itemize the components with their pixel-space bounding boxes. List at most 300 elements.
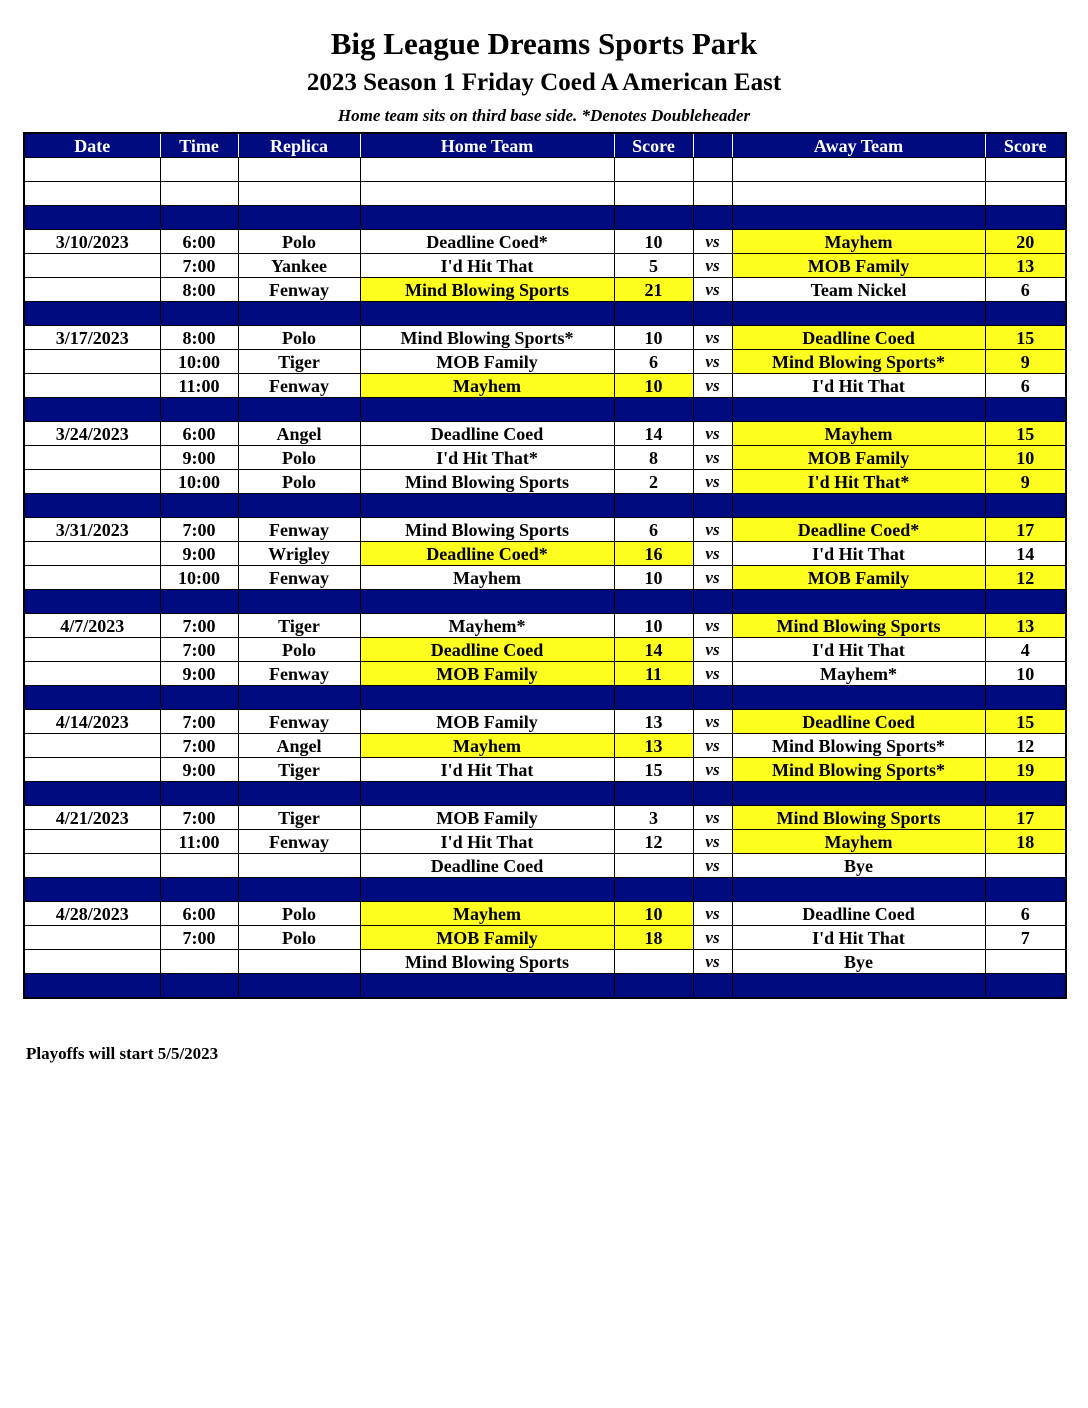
away-team: Mayhem	[732, 830, 985, 854]
vs-label: vs	[693, 446, 732, 470]
separator-cell	[693, 494, 732, 518]
separator-cell	[24, 302, 160, 326]
game-time: 7:00	[160, 806, 238, 830]
separator-cell	[693, 398, 732, 422]
game-date	[24, 854, 160, 878]
away-team: MOB Family	[732, 254, 985, 278]
home-team: MOB Family	[360, 710, 614, 734]
game-time: 7:00	[160, 926, 238, 950]
blank-cell	[24, 158, 160, 182]
game-date	[24, 926, 160, 950]
game-replica: Polo	[238, 638, 360, 662]
game-row	[24, 854, 1066, 878]
separator-cell	[360, 206, 614, 230]
vs-label: vs	[693, 734, 732, 758]
home-team: I'd Hit That	[360, 830, 614, 854]
week-separator-row	[24, 302, 1066, 326]
vs-label: vs	[693, 422, 732, 446]
separator-cell	[360, 590, 614, 614]
away-score: 6	[985, 902, 1066, 926]
game-row	[24, 542, 1066, 566]
home-score: 18	[614, 926, 693, 950]
separator-cell	[360, 494, 614, 518]
separator-cell	[238, 974, 360, 999]
away-team: Deadline Coed	[732, 902, 985, 926]
game-date: 3/24/2023	[24, 422, 160, 446]
separator-cell	[693, 974, 732, 999]
game-replica: Polo	[238, 470, 360, 494]
game-time: 8:00	[160, 326, 238, 350]
away-score: 20	[985, 230, 1066, 254]
separator-cell	[238, 782, 360, 806]
game-row	[24, 566, 1066, 590]
game-row	[24, 710, 1066, 734]
game-time: 7:00	[160, 710, 238, 734]
game-row	[24, 902, 1066, 926]
separator-cell	[614, 590, 693, 614]
game-replica: Wrigley	[238, 542, 360, 566]
game-replica: Yankee	[238, 254, 360, 278]
separator-cell	[238, 398, 360, 422]
away-team: Deadline Coed	[732, 710, 985, 734]
away-team: Deadline Coed*	[732, 518, 985, 542]
home-score: 5	[614, 254, 693, 278]
separator-cell	[732, 302, 985, 326]
game-row	[24, 638, 1066, 662]
separator-cell	[360, 302, 614, 326]
blank-cell	[614, 158, 693, 182]
game-date	[24, 542, 160, 566]
away-team: MOB Family	[732, 446, 985, 470]
game-date: 3/31/2023	[24, 518, 160, 542]
separator-cell	[614, 878, 693, 902]
vs-label: vs	[693, 566, 732, 590]
away-score: 17	[985, 518, 1066, 542]
away-score: 10	[985, 662, 1066, 686]
game-date: 4/7/2023	[24, 614, 160, 638]
away-team: Mind Blowing Sports*	[732, 734, 985, 758]
separator-cell	[360, 878, 614, 902]
game-row	[24, 758, 1066, 782]
col-header-home-score: Score	[614, 133, 693, 158]
game-row	[24, 230, 1066, 254]
game-date	[24, 446, 160, 470]
week-separator-row	[24, 878, 1066, 902]
game-replica: Tiger	[238, 758, 360, 782]
away-score	[985, 950, 1066, 974]
separator-cell	[732, 974, 985, 999]
separator-cell	[732, 782, 985, 806]
separator-cell	[360, 398, 614, 422]
separator-cell	[614, 398, 693, 422]
away-score: 12	[985, 734, 1066, 758]
home-score: 13	[614, 710, 693, 734]
separator-cell	[238, 590, 360, 614]
game-date	[24, 734, 160, 758]
home-score: 21	[614, 278, 693, 302]
game-row	[24, 926, 1066, 950]
game-replica: Tiger	[238, 614, 360, 638]
game-time: 10:00	[160, 566, 238, 590]
game-replica: Polo	[238, 326, 360, 350]
away-team: Mayhem	[732, 422, 985, 446]
vs-label: vs	[693, 254, 732, 278]
game-replica: Fenway	[238, 518, 360, 542]
away-score: 9	[985, 470, 1066, 494]
blank-cell	[693, 158, 732, 182]
home-score: 12	[614, 830, 693, 854]
away-score: 15	[985, 710, 1066, 734]
away-team: Deadline Coed	[732, 326, 985, 350]
separator-cell	[160, 782, 238, 806]
home-team: Mind Blowing Sports	[360, 470, 614, 494]
home-team: Mayhem	[360, 374, 614, 398]
away-team: Mayhem*	[732, 662, 985, 686]
game-time: 7:00	[160, 638, 238, 662]
blank-cell	[732, 182, 985, 206]
vs-label: vs	[693, 518, 732, 542]
away-score: 10	[985, 446, 1066, 470]
playoffs-note: Playoffs will start 5/5/2023	[26, 1044, 219, 1063]
separator-cell	[360, 782, 614, 806]
game-date	[24, 758, 160, 782]
separator-cell	[160, 494, 238, 518]
separator-cell	[732, 686, 985, 710]
separator-cell	[24, 782, 160, 806]
away-team: Mind Blowing Sports*	[732, 350, 985, 374]
game-date: 4/28/2023	[24, 902, 160, 926]
home-team: Deadline Coed	[360, 854, 614, 878]
game-time: 7:00	[160, 734, 238, 758]
separator-cell	[238, 206, 360, 230]
game-replica: Angel	[238, 734, 360, 758]
game-row	[24, 350, 1066, 374]
game-row	[24, 422, 1066, 446]
separator-cell	[985, 686, 1066, 710]
home-team: Deadline Coed*	[360, 230, 614, 254]
home-score: 2	[614, 470, 693, 494]
separator-cell	[160, 590, 238, 614]
blank-cell	[614, 182, 693, 206]
away-score: 9	[985, 350, 1066, 374]
away-score: 15	[985, 422, 1066, 446]
separator-cell	[985, 494, 1066, 518]
home-team: I'd Hit That	[360, 254, 614, 278]
home-team: Mayhem	[360, 734, 614, 758]
separator-cell	[693, 302, 732, 326]
blank-cell	[985, 158, 1066, 182]
separator-cell	[24, 878, 160, 902]
col-header-vs	[693, 133, 732, 158]
game-time: 9:00	[160, 446, 238, 470]
away-team: Team Nickel	[732, 278, 985, 302]
home-team: Mayhem*	[360, 614, 614, 638]
game-replica: Polo	[238, 902, 360, 926]
game-replica: Polo	[238, 446, 360, 470]
game-replica: Fenway	[238, 710, 360, 734]
separator-cell	[732, 398, 985, 422]
blank-cell	[24, 182, 160, 206]
game-time: 9:00	[160, 662, 238, 686]
game-date	[24, 254, 160, 278]
home-score: 13	[614, 734, 693, 758]
separator-cell	[693, 206, 732, 230]
home-team: MOB Family	[360, 806, 614, 830]
separator-cell	[238, 302, 360, 326]
home-score: 14	[614, 638, 693, 662]
col-header-time: Time	[160, 133, 238, 158]
separator-cell	[614, 206, 693, 230]
game-row	[24, 950, 1066, 974]
separator-cell	[693, 878, 732, 902]
game-replica: Polo	[238, 230, 360, 254]
separator-cell	[614, 494, 693, 518]
blank-cell	[238, 182, 360, 206]
separator-cell	[732, 206, 985, 230]
home-score: 6	[614, 350, 693, 374]
vs-label: vs	[693, 278, 732, 302]
vs-label: vs	[693, 950, 732, 974]
game-row	[24, 518, 1066, 542]
game-time: 7:00	[160, 518, 238, 542]
vs-label: vs	[693, 806, 732, 830]
away-team: I'd Hit That	[732, 638, 985, 662]
separator-cell	[614, 974, 693, 999]
header-row	[24, 133, 1066, 158]
game-replica: Tiger	[238, 350, 360, 374]
game-time: 7:00	[160, 254, 238, 278]
game-time: 6:00	[160, 902, 238, 926]
home-team: Deadline Coed	[360, 422, 614, 446]
separator-cell	[160, 974, 238, 999]
blank-cell	[732, 158, 985, 182]
schedule-table	[23, 132, 1067, 999]
col-header-away-team: Away Team	[732, 133, 985, 158]
blank-cell	[360, 158, 614, 182]
vs-label: vs	[693, 230, 732, 254]
document-subtitle: 2023 Season 1 Friday Coed A American East	[306, 69, 782, 96]
home-score: 10	[614, 614, 693, 638]
game-time: 6:00	[160, 422, 238, 446]
vs-label: vs	[693, 614, 732, 638]
home-score: 15	[614, 758, 693, 782]
away-score: 18	[985, 830, 1066, 854]
away-score: 13	[985, 614, 1066, 638]
game-time: 7:00	[160, 614, 238, 638]
col-header-date: Date	[24, 133, 160, 158]
separator-cell	[24, 590, 160, 614]
document-title: Big League Dreams Sports Park	[330, 26, 758, 61]
away-score: 6	[985, 374, 1066, 398]
blank-row	[24, 158, 1066, 182]
home-team: I'd Hit That*	[360, 446, 614, 470]
blank-row	[24, 182, 1066, 206]
game-date	[24, 950, 160, 974]
away-score: 13	[985, 254, 1066, 278]
home-team: MOB Family	[360, 662, 614, 686]
game-replica	[238, 950, 360, 974]
game-time: 9:00	[160, 758, 238, 782]
away-score: 6	[985, 278, 1066, 302]
col-header-away-score: Score	[985, 133, 1066, 158]
blank-cell	[160, 182, 238, 206]
separator-cell	[985, 878, 1066, 902]
away-team: I'd Hit That	[732, 374, 985, 398]
vs-label: vs	[693, 350, 732, 374]
col-header-replica: Replica	[238, 133, 360, 158]
week-separator-row	[24, 494, 1066, 518]
away-score: 14	[985, 542, 1066, 566]
game-date	[24, 662, 160, 686]
separator-cell	[238, 494, 360, 518]
separator-cell	[614, 302, 693, 326]
home-team: Mind Blowing Sports	[360, 518, 614, 542]
game-row	[24, 254, 1066, 278]
separator-cell	[985, 206, 1066, 230]
game-row	[24, 614, 1066, 638]
home-score: 10	[614, 230, 693, 254]
separator-cell	[160, 686, 238, 710]
game-time: 11:00	[160, 374, 238, 398]
home-team: Mind Blowing Sports	[360, 278, 614, 302]
home-score: 14	[614, 422, 693, 446]
separator-cell	[24, 494, 160, 518]
away-score: 4	[985, 638, 1066, 662]
away-team: I'd Hit That	[732, 542, 985, 566]
game-date: 3/17/2023	[24, 326, 160, 350]
away-team: Bye	[732, 950, 985, 974]
week-separator-row	[24, 206, 1066, 230]
game-row	[24, 326, 1066, 350]
vs-label: vs	[693, 854, 732, 878]
week-separator-row	[24, 782, 1066, 806]
game-date: 4/21/2023	[24, 806, 160, 830]
week-separator-row	[24, 974, 1066, 999]
game-row	[24, 662, 1066, 686]
home-score: 16	[614, 542, 693, 566]
separator-cell	[732, 590, 985, 614]
game-date	[24, 830, 160, 854]
separator-cell	[24, 398, 160, 422]
away-team: I'd Hit That*	[732, 470, 985, 494]
away-team: Mayhem	[732, 230, 985, 254]
game-row	[24, 278, 1066, 302]
away-score: 7	[985, 926, 1066, 950]
vs-label: vs	[693, 926, 732, 950]
game-date: 3/10/2023	[24, 230, 160, 254]
game-time	[160, 950, 238, 974]
game-row	[24, 830, 1066, 854]
separator-cell	[24, 686, 160, 710]
home-score	[614, 854, 693, 878]
away-score	[985, 854, 1066, 878]
home-score: 10	[614, 374, 693, 398]
vs-label: vs	[693, 662, 732, 686]
week-separator-row	[24, 686, 1066, 710]
vs-label: vs	[693, 758, 732, 782]
separator-cell	[732, 878, 985, 902]
separator-cell	[693, 782, 732, 806]
game-time: 6:00	[160, 230, 238, 254]
home-team: Mayhem	[360, 902, 614, 926]
home-score: 8	[614, 446, 693, 470]
separator-cell	[160, 206, 238, 230]
game-time: 10:00	[160, 350, 238, 374]
separator-cell	[24, 974, 160, 999]
separator-cell	[614, 782, 693, 806]
separator-cell	[614, 686, 693, 710]
away-score: 15	[985, 326, 1066, 350]
home-score: 10	[614, 902, 693, 926]
game-time: 8:00	[160, 278, 238, 302]
game-replica	[238, 854, 360, 878]
separator-cell	[732, 494, 985, 518]
game-time: 10:00	[160, 470, 238, 494]
game-date	[24, 278, 160, 302]
game-replica: Tiger	[238, 806, 360, 830]
game-replica: Fenway	[238, 278, 360, 302]
home-score: 3	[614, 806, 693, 830]
doubleheader-note: Home team sits on third base side. *Denotes Doubleheader	[337, 106, 751, 125]
game-replica: Polo	[238, 926, 360, 950]
separator-cell	[985, 302, 1066, 326]
col-header-home-team: Home Team	[360, 133, 614, 158]
away-team: Mind Blowing Sports*	[732, 758, 985, 782]
separator-cell	[238, 878, 360, 902]
home-team: Deadline Coed	[360, 638, 614, 662]
game-date	[24, 350, 160, 374]
game-date	[24, 638, 160, 662]
home-score: 11	[614, 662, 693, 686]
week-separator-row	[24, 590, 1066, 614]
home-team: I'd Hit That	[360, 758, 614, 782]
separator-cell	[160, 878, 238, 902]
separator-cell	[360, 686, 614, 710]
vs-label: vs	[693, 638, 732, 662]
home-score	[614, 950, 693, 974]
home-team: Mind Blowing Sports	[360, 950, 614, 974]
game-replica: Angel	[238, 422, 360, 446]
game-replica: Fenway	[238, 830, 360, 854]
game-row	[24, 806, 1066, 830]
game-row	[24, 734, 1066, 758]
blank-cell	[238, 158, 360, 182]
game-date	[24, 470, 160, 494]
separator-cell	[693, 686, 732, 710]
away-team: I'd Hit That	[732, 926, 985, 950]
away-team: Bye	[732, 854, 985, 878]
blank-cell	[360, 182, 614, 206]
game-time: 11:00	[160, 830, 238, 854]
home-score: 10	[614, 566, 693, 590]
away-team: MOB Family	[732, 566, 985, 590]
away-score: 19	[985, 758, 1066, 782]
separator-cell	[360, 974, 614, 999]
blank-cell	[693, 182, 732, 206]
home-team: Mayhem	[360, 566, 614, 590]
separator-cell	[160, 398, 238, 422]
separator-cell	[24, 206, 160, 230]
week-separator-row	[24, 398, 1066, 422]
game-replica: Fenway	[238, 566, 360, 590]
home-team: MOB Family	[360, 926, 614, 950]
vs-label: vs	[693, 542, 732, 566]
vs-label: vs	[693, 374, 732, 398]
away-score: 17	[985, 806, 1066, 830]
away-team: Mind Blowing Sports	[732, 806, 985, 830]
home-score: 6	[614, 518, 693, 542]
vs-label: vs	[693, 710, 732, 734]
